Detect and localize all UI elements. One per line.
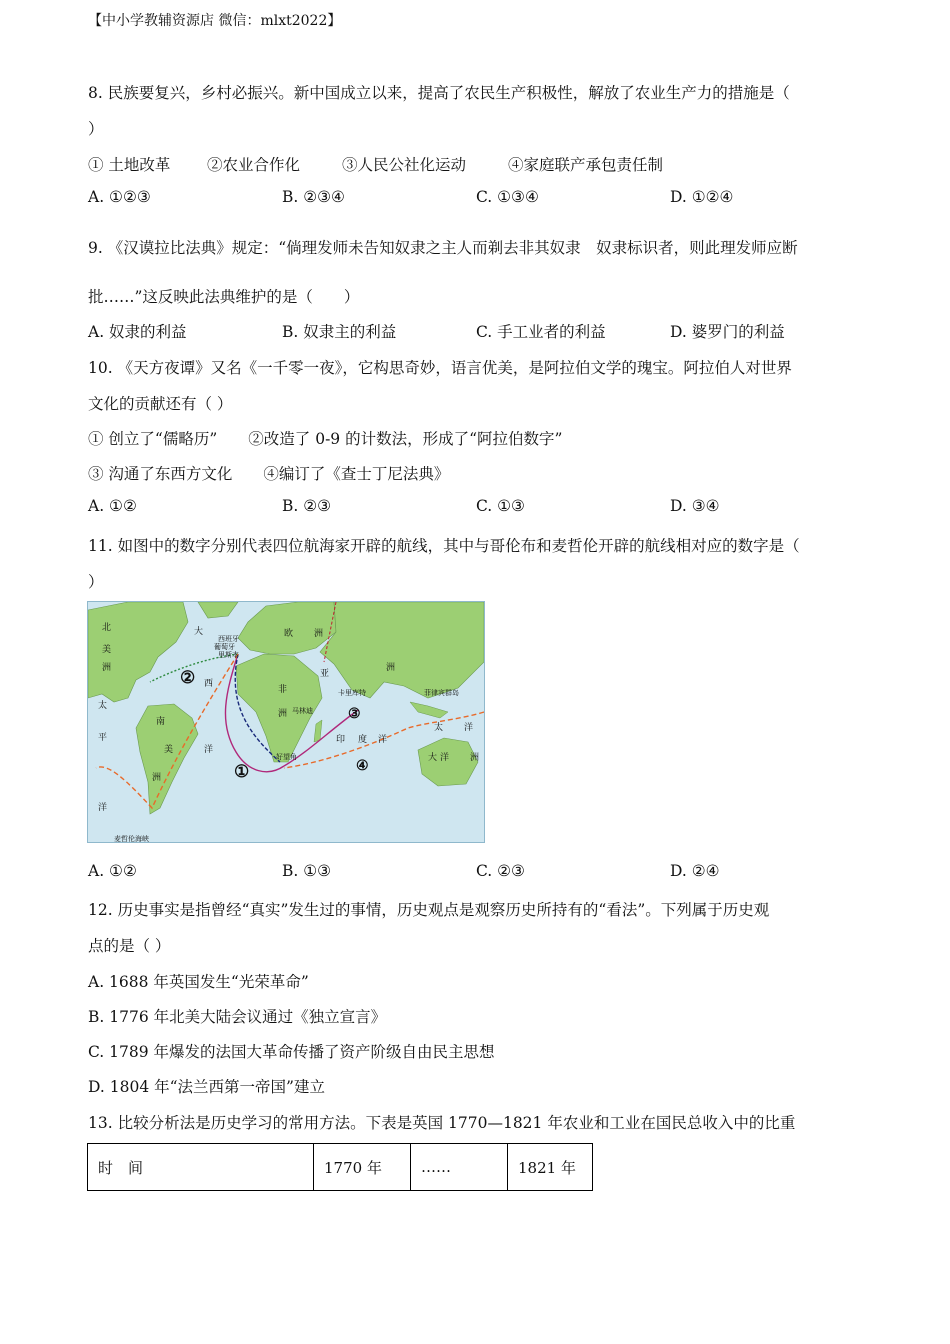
q10-items-line2: ③ 沟通了东西方文化 ④编订了《查士丁尼法典》 — [88, 465, 450, 483]
map-label: 南 — [156, 717, 166, 727]
map-label: 菲律宾群岛 — [424, 689, 459, 697]
map-label: 度 — [358, 735, 368, 745]
page-header: 【中小学教辅资源店 微信：mlxt2022】 — [88, 13, 342, 29]
table-row — [88, 1144, 593, 1191]
route-number-4: ④ — [356, 758, 369, 774]
route-number-1: ① — [234, 762, 250, 782]
route-number-2: ② — [180, 668, 196, 688]
map-label: 大 — [194, 627, 204, 637]
map-label: 洲 — [386, 663, 396, 673]
q11-stem-cont: ） — [88, 573, 104, 591]
q10-option-a[interactable]: A. ①② — [88, 497, 137, 515]
q8-item-2: ②农业合作化 — [207, 156, 301, 174]
map-label: 葡萄牙 — [214, 643, 235, 651]
table-cell: 1770 年 — [314, 1144, 411, 1191]
map-label: 洋 — [98, 803, 108, 813]
q9-option-b[interactable]: B. 奴隶主的利益 — [282, 323, 397, 341]
q9-option-a[interactable]: A. 奴隶的利益 — [88, 323, 187, 341]
map-label: 平 — [98, 733, 108, 743]
table-cell: 时 间 — [88, 1144, 314, 1191]
table-cell: …… — [411, 1144, 508, 1191]
q12-option-d[interactable]: D. 1804 年“法兰西第一帝国”建立 — [88, 1078, 325, 1096]
map-label: 里斯本 — [218, 651, 239, 659]
map-label: 亚 — [320, 669, 330, 679]
q8-option-c[interactable]: C. ①③④ — [476, 188, 539, 206]
q11-option-a[interactable]: A. ①② — [88, 862, 137, 880]
q10-option-b[interactable]: B. ②③ — [282, 497, 332, 515]
route-number-3: ③ — [348, 706, 361, 722]
q8-option-b[interactable]: B. ②③④ — [282, 188, 345, 206]
q12-option-b[interactable]: B. 1776 年北美大陆会议通过《独立宣言》 — [88, 1008, 387, 1026]
navigation-routes-map — [87, 601, 485, 843]
map-label: 洲 — [278, 709, 288, 719]
q11-option-b[interactable]: B. ①③ — [282, 862, 332, 880]
map-label: 西 — [204, 679, 214, 689]
q8-option-d[interactable]: D. ①②④ — [670, 188, 734, 206]
q10-items-line1: ① 创立了“儒略历” ②改造了 0-9 的计数法，形成了“阿拉伯数字” — [88, 430, 563, 448]
table-cell: 1821 年 — [508, 1144, 593, 1191]
map-label: 马林迪 — [292, 707, 313, 715]
map-label: 洋 — [378, 735, 388, 745]
map-label: 洋 — [204, 745, 214, 755]
q10-option-c[interactable]: C. ①③ — [476, 497, 525, 515]
map-label: 洲 — [470, 753, 480, 763]
q11-stem: 11. 如图中的数字分别代表四位航海家开辟的航线，其中与哥伦布和麦哲伦开辟的航线相对应的数字是（ — [88, 537, 800, 555]
q12-option-c[interactable]: C. 1789 年爆发的法国大革命传播了资产阶级自由民主思想 — [88, 1043, 495, 1061]
map-label: 洋 — [464, 723, 474, 733]
q8-stem-cont: ） — [88, 120, 104, 138]
map-label: 太 — [98, 701, 108, 711]
map-label: 洋 — [440, 753, 450, 763]
map-label: 洲 — [102, 663, 112, 673]
q8-item-1: ① 土地改革 — [88, 156, 171, 174]
map-label: 卡里库特 — [338, 689, 366, 697]
q9-option-c[interactable]: C. 手工业者的利益 — [476, 323, 606, 341]
q10-option-d[interactable]: D. ③④ — [670, 497, 720, 515]
map-label: 麦哲伦海峡 — [114, 835, 149, 843]
q13-stem: 13. 比较分析法是历史学习的常用方法。下表是英国 1770—1821 年农业和工业在国民总收入中的比重 — [88, 1114, 796, 1132]
map-label: 北 — [102, 623, 112, 633]
q8-option-a[interactable]: A. ①②③ — [88, 188, 151, 206]
q11-option-d[interactable]: D. ②④ — [670, 862, 720, 880]
map-label: 洲 — [314, 629, 324, 639]
q11-option-c[interactable]: C. ②③ — [476, 862, 525, 880]
q13-table — [87, 1143, 593, 1191]
map-label: 美 — [164, 745, 174, 755]
q9-option-d[interactable]: D. 婆罗门的利益 — [670, 323, 785, 341]
map-label: 印 — [336, 735, 346, 745]
q10-stem: 10. 《天方夜谭》又名《一千零一夜》，它构思奇妙，语言优美，是阿拉伯文学的瑰宝。阿拉伯人对世界 — [88, 359, 792, 377]
map-label: 太 — [434, 723, 444, 733]
map-label: 大 — [428, 753, 438, 763]
q9-stem: 9. 《汉谟拉比法典》规定：“倘理发师未告知奴隶之主人而剃去非其奴隶 奴隶标识者，则此理发师应断 — [88, 239, 798, 257]
q8-item-3: ③人民公社化运动 — [342, 156, 467, 174]
map-label: 美 — [102, 645, 112, 655]
q12-stem: 12. 历史事实是指曾经“真实”发生过的事情，历史观点是观察历史所持有的“看法”。下列属于历史观 — [88, 901, 770, 919]
q8-item-4: ④家庭联产承包责任制 — [508, 156, 664, 174]
map-label: 非 — [278, 685, 288, 695]
q8-stem: 8. 民族要复兴，乡村必振兴。新中国成立以来，提高了农民生产积极性，解放了农业生产力的措施是（ — [88, 84, 790, 102]
q9-stem-cont: 批……”这反映此法典维护的是（ ） — [88, 288, 360, 306]
q12-stem-cont: 点的是（ ） — [88, 937, 171, 955]
map-label: 洲 — [152, 773, 162, 783]
map-label: 欧 — [284, 629, 294, 639]
map-label: 好望角 — [276, 753, 297, 761]
q12-option-a[interactable]: A. 1688 年英国发生“光荣革命” — [88, 973, 309, 991]
q10-stem-cont: 文化的贡献还有（ ） — [88, 395, 233, 413]
map-label: 西班牙 — [218, 635, 239, 643]
